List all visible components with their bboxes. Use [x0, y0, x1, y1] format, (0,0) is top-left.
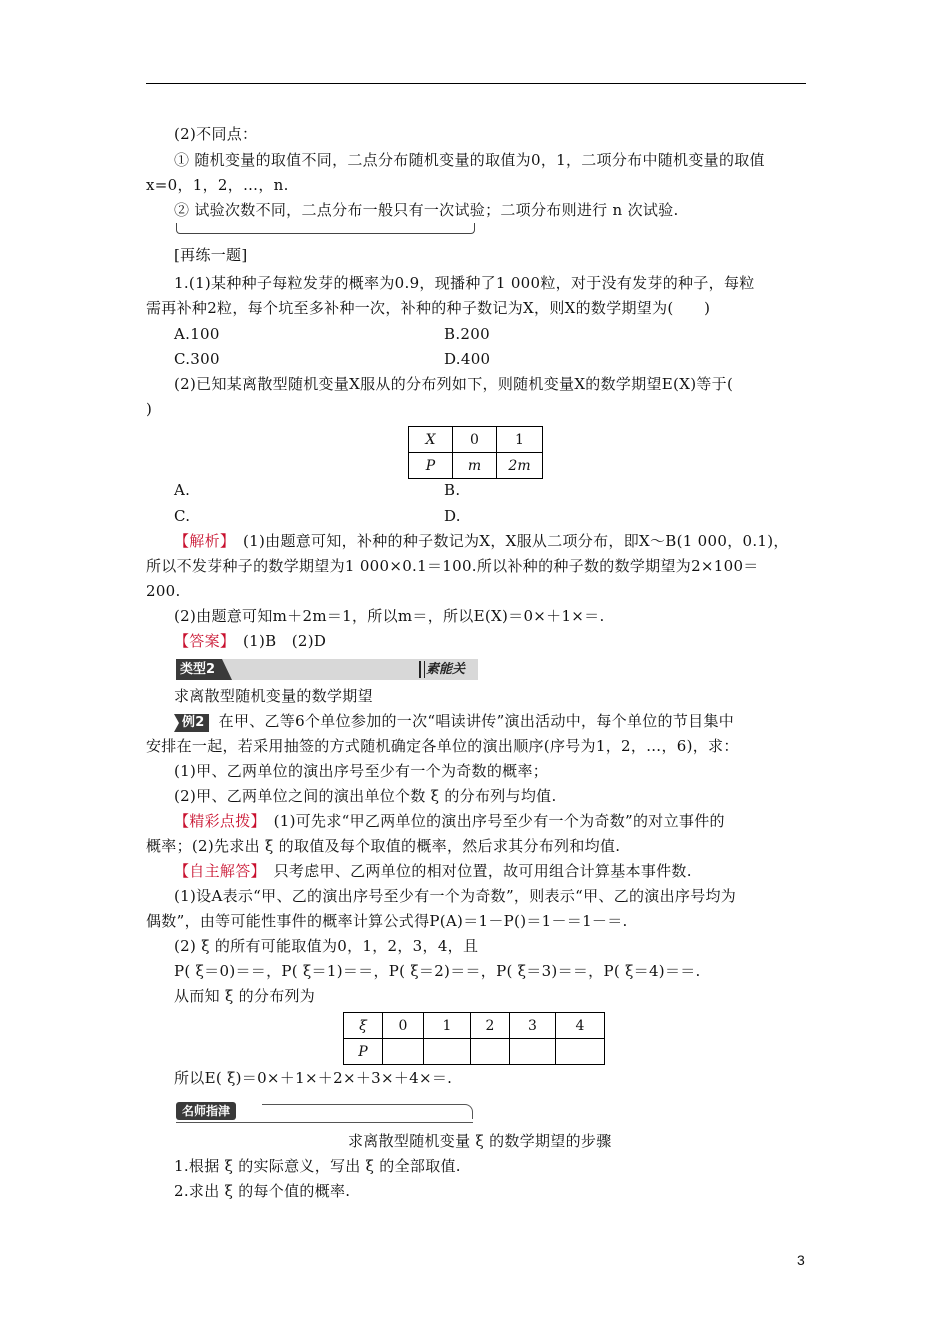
table-cell	[471, 1039, 510, 1065]
table-cell: 2	[471, 1013, 510, 1039]
text-line: (1)甲、乙两单位的演出序号至少有一个为奇数的概率；	[174, 762, 549, 780]
teacher-base-rule	[176, 1122, 473, 1123]
example-tag: 例2	[174, 714, 209, 732]
text-line: ② 试验次数不同，二点分布一般只有一次试验；二项分布则进行 n 次试验.	[174, 201, 679, 219]
option: A.	[174, 481, 191, 499]
option: D.400	[444, 350, 491, 368]
option: C.300	[174, 350, 220, 368]
option: D.	[444, 507, 461, 525]
type-banner	[176, 659, 478, 680]
table-cell	[424, 1039, 471, 1065]
teacher-note-header	[176, 1102, 473, 1122]
text-line: )	[146, 400, 153, 418]
table-cell: 1	[497, 427, 543, 453]
option: B.	[444, 481, 461, 499]
summary-bracket	[176, 223, 475, 234]
table-cell	[556, 1039, 605, 1065]
distribution-table-xi	[343, 1012, 605, 1065]
option: B.200	[444, 325, 490, 343]
text-line: 从而知 ξ 的分布列为	[174, 987, 316, 1005]
text-line: x=0，1，2，…，n.	[146, 176, 289, 194]
answer-label: 【答案】	[174, 632, 228, 650]
page-number: 3	[797, 1252, 805, 1268]
text-line: 概率；(2)先求出 ξ 的取值及每个取值的概率，然后求其分布列和均值.	[146, 837, 621, 855]
option: C.	[174, 507, 191, 525]
text-line: (2) ξ 的所有可能取值为0，1，2，3，4，且	[174, 937, 479, 955]
table-cell: ξ	[344, 1013, 383, 1039]
text-line: (2)不同点：	[174, 125, 258, 143]
teacher-tag: 名师指津	[176, 1102, 236, 1120]
table-cell: 3	[510, 1013, 556, 1039]
solve-label: 【自主解答】	[174, 862, 259, 880]
table-cell: P	[409, 453, 453, 479]
text-line: ① 随机变量的取值不同，二点分布随机变量的取值为0，1，二项分布中随机变量的取值	[174, 151, 765, 169]
text-line: (2)甲、乙两单位之间的演出单位个数 ξ 的分布列与均值.	[174, 787, 557, 805]
text-line: 偶数”，由等可能性事件的概率计算公式得P(A)＝1－P()＝1－＝1－＝.	[146, 912, 628, 930]
text-line: 安排在一起，若采用抽签的方式随机确定各单位的演出顺序(序号为1，2，…，6)，求：	[146, 737, 739, 755]
distribution-table-x	[408, 426, 543, 479]
table-cell: P	[344, 1039, 383, 1065]
table-cell: 2m	[497, 453, 543, 479]
section-title: 求离散型随机变量的数学期望	[174, 687, 373, 705]
teacher-rule	[262, 1104, 473, 1119]
text-line: (2)已知某离散型随机变量X服从的分布列如下，则随机变量X的数学期望E(X)等于(	[174, 375, 734, 393]
text-line: 所以不发芽种子的数学期望为1 000×0.1＝100.所以补种的种子数的数学期望为2×100＝	[146, 557, 759, 575]
analysis-label: 【解析】	[174, 532, 228, 550]
text-line: (2)由题意可知m＋2m＝1，所以m＝，所以E(X)＝0×＋1×＝.	[174, 607, 605, 625]
note-title: 求离散型随机变量 ξ 的数学期望的步骤	[348, 1132, 612, 1150]
text-line: 200.	[146, 582, 181, 600]
banner-label: 素能关	[426, 662, 466, 677]
text-line: 需再补种2粒，每个坑至多补种一次，补种的种子数记为X，则X的数学期望为( )	[146, 299, 711, 317]
text-line: 所以E( ξ)＝0×＋1×＋2×＋3×＋4×＝.	[174, 1069, 453, 1087]
type-tag: 类型2	[176, 659, 222, 680]
text-line: 2.求出 ξ 的每个值的概率.	[174, 1182, 351, 1200]
table-cell: X	[409, 427, 453, 453]
text-line: P( ξ＝0)＝＝，P( ξ＝1)＝＝，P( ξ＝2)＝＝，P( ξ＝3)＝＝，P( ξ＝4)＝＝.	[174, 962, 701, 980]
example-line: 例2 在甲、乙等6个单位参加的一次“唱读讲传”演出活动中，每个单位的节目集中	[174, 711, 734, 732]
text-line: (1)设A表示“甲、乙的演出序号至少有一个为奇数”，则表示“甲、乙的演出序号均为	[174, 887, 737, 905]
option: A.100	[174, 325, 220, 343]
table-cell: 0	[383, 1013, 424, 1039]
table-cell	[510, 1039, 556, 1065]
table-cell: m	[453, 453, 497, 479]
banner-separator	[419, 661, 425, 678]
hint-line: 【精彩点拨】 (1)可先求“甲乙两单位的演出序号至少有一个为奇数”的对立事件的	[174, 812, 725, 830]
text-line: 1.根据 ξ 的实际意义，写出 ξ 的全部取值.	[174, 1157, 461, 1175]
answer-line: 【答案】 (1)B (2)D	[174, 632, 327, 650]
solve-line: 【自主解答】 只考虑甲、乙两单位的相对位置，故可用组合计算基本事件数.	[174, 862, 692, 880]
section-label: [再练一题]	[174, 246, 248, 264]
table-cell	[383, 1039, 424, 1065]
solution-line: 【解析】 (1)由题意可知，补种的种子数记为X，X服从二项分布，即X～B(1 000，0.1)，	[174, 532, 789, 550]
header-rule	[146, 83, 806, 84]
table-cell: 1	[424, 1013, 471, 1039]
hint-label: 【精彩点拨】	[174, 812, 259, 830]
table-cell: 0	[453, 427, 497, 453]
text-line: 1.(1)某种种子每粒发芽的概率为0.9，现播种了1 000粒，对于没有发芽的种子，每粒	[174, 274, 755, 292]
table-cell: 4	[556, 1013, 605, 1039]
